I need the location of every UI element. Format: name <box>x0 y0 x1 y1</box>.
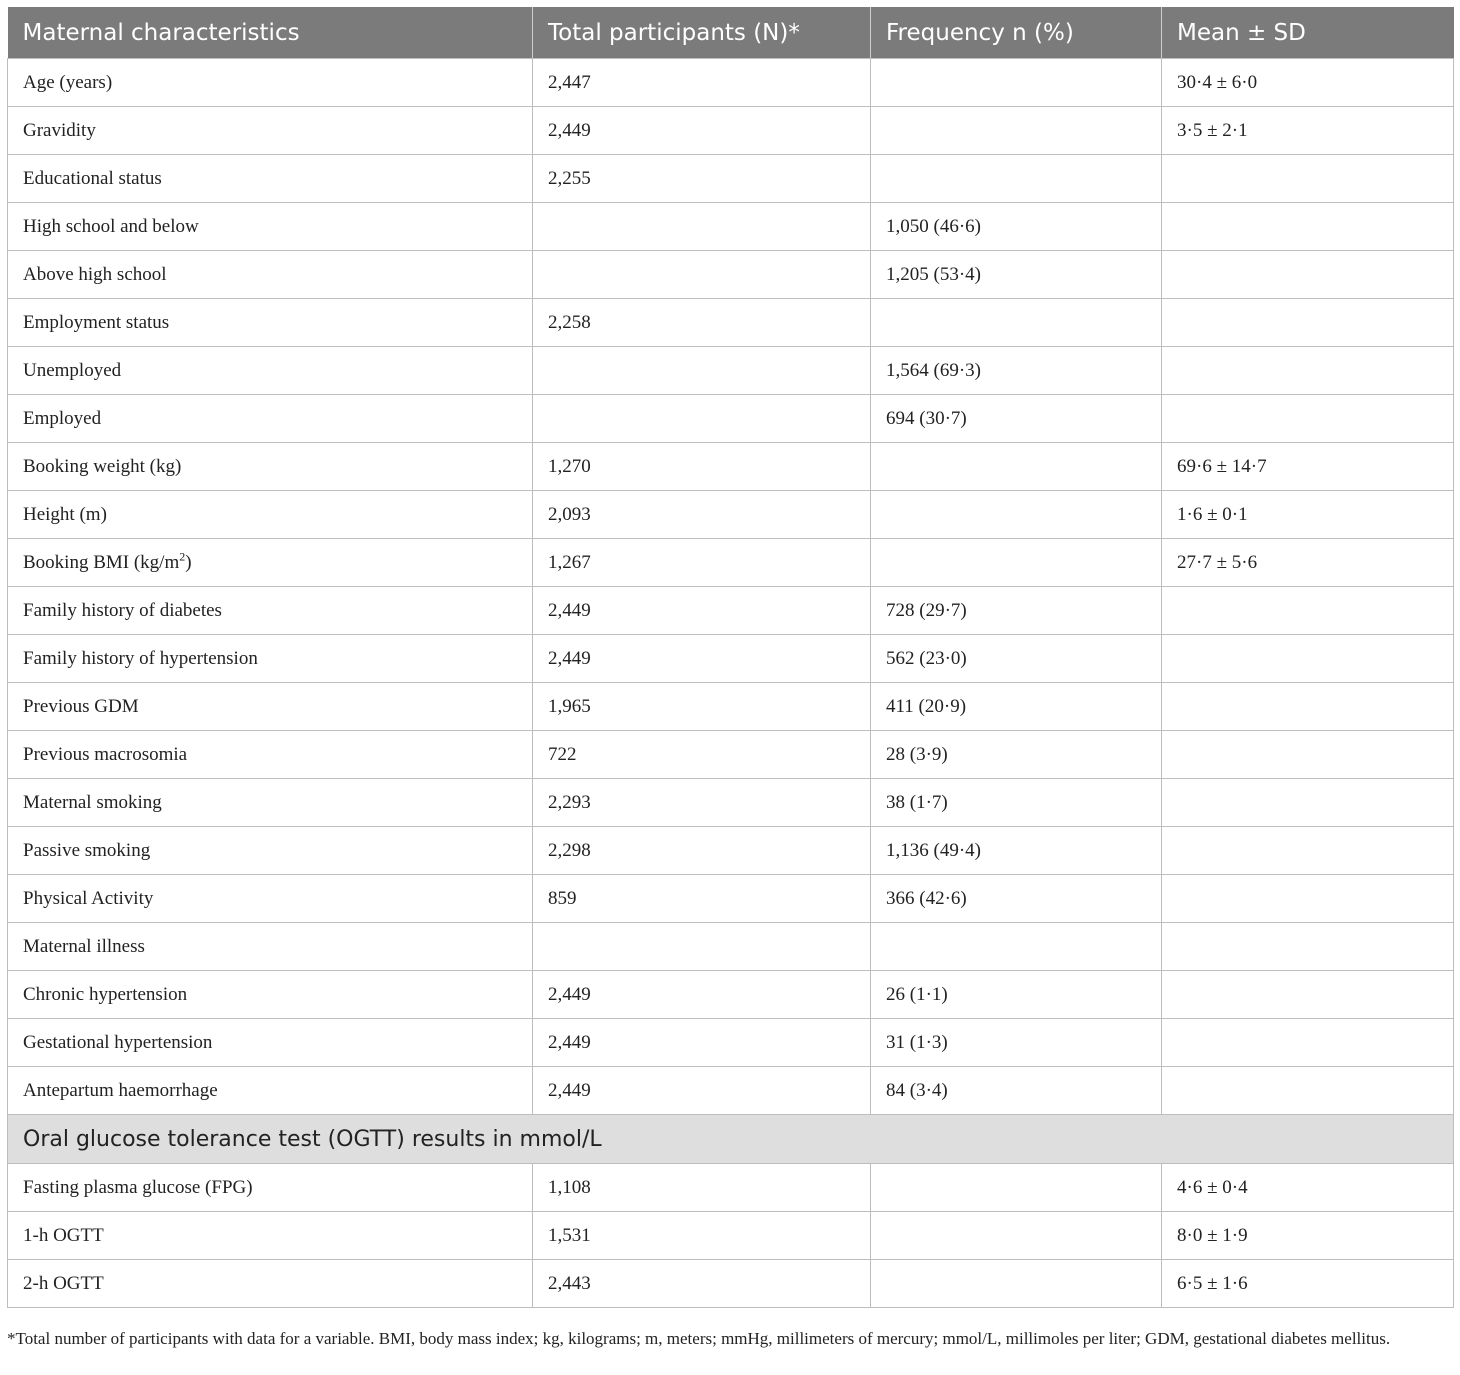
cell-mean-sd: 6·5 ± 1·6 <box>1162 1260 1454 1308</box>
cell-total: 1,270 <box>533 443 871 491</box>
table-row <box>8 155 1454 203</box>
table-row <box>8 923 1454 971</box>
cell-total <box>533 251 871 299</box>
table-row <box>8 59 1454 107</box>
table-header-row <box>8 7 1454 59</box>
cell-total: 2,449 <box>533 1019 871 1067</box>
cell-frequency: 728 (29·7) <box>871 587 1162 635</box>
cell-characteristic: Booking weight (kg) <box>8 443 533 491</box>
cell-total: 1,531 <box>533 1212 871 1260</box>
cell-characteristic: Family history of diabetes <box>8 587 533 635</box>
table-row <box>8 635 1454 683</box>
cell-mean-sd <box>1162 1019 1454 1067</box>
cell-total: 2,449 <box>533 1067 871 1115</box>
cell-characteristic: Previous GDM <box>8 683 533 731</box>
cell-mean-sd <box>1162 251 1454 299</box>
cell-mean-sd <box>1162 203 1454 251</box>
cell-frequency: 562 (23·0) <box>871 635 1162 683</box>
cell-characteristic: 2-h OGTT <box>8 1260 533 1308</box>
cell-characteristic: Height (m) <box>8 491 533 539</box>
bmi-superscript: 2 <box>179 549 186 564</box>
table-row <box>8 539 1454 587</box>
cell-frequency <box>871 443 1162 491</box>
cell-characteristic: Educational status <box>8 155 533 203</box>
ogtt-section-title: Oral glucose tolerance test (OGTT) results in mmol/L <box>8 1115 1454 1164</box>
table-row <box>8 1067 1454 1115</box>
cell-frequency: 1,205 (53·4) <box>871 251 1162 299</box>
characteristics-table-container <box>7 7 1453 1308</box>
cell-total <box>533 395 871 443</box>
cell-mean-sd: 27·7 ± 5·6 <box>1162 539 1454 587</box>
cell-characteristic <box>8 539 533 587</box>
cell-frequency <box>871 923 1162 971</box>
section-header-row <box>8 1115 1454 1164</box>
cell-mean-sd <box>1162 827 1454 875</box>
table-footnote: *Total number of participants with data for a variable. BMI, body mass index; kg, kilograms; m, meters; mmHg, millimeters of mercury; mmol/L, millimoles per liter; GDM, gestational diabetes mellitus. <box>7 1329 1391 1348</box>
cell-total: 1,965 <box>533 683 871 731</box>
table-row <box>8 875 1454 923</box>
cell-frequency: 38 (1·7) <box>871 779 1162 827</box>
cell-characteristic: Fasting plasma glucose (FPG) <box>8 1164 533 1212</box>
cell-mean-sd <box>1162 683 1454 731</box>
cell-mean-sd: 8·0 ± 1·9 <box>1162 1212 1454 1260</box>
cell-mean-sd: 4·6 ± 0·4 <box>1162 1164 1454 1212</box>
table-row <box>8 443 1454 491</box>
bmi-label: Booking BMI (kg/m <box>23 551 180 573</box>
cell-frequency: 1,050 (46·6) <box>871 203 1162 251</box>
cell-total: 2,449 <box>533 587 871 635</box>
cell-characteristic: Gravidity <box>8 107 533 155</box>
cell-mean-sd <box>1162 347 1454 395</box>
cell-characteristic: Chronic hypertension <box>8 971 533 1019</box>
cell-characteristic: Previous macrosomia <box>8 731 533 779</box>
cell-frequency: 84 (3·4) <box>871 1067 1162 1115</box>
cell-characteristic: Maternal smoking <box>8 779 533 827</box>
cell-frequency <box>871 299 1162 347</box>
cell-frequency <box>871 539 1162 587</box>
cell-mean-sd <box>1162 155 1454 203</box>
table-row <box>8 971 1454 1019</box>
cell-mean-sd <box>1162 395 1454 443</box>
cell-frequency <box>871 155 1162 203</box>
cell-total: 2,093 <box>533 491 871 539</box>
table-row <box>8 1164 1454 1212</box>
cell-characteristic: Employed <box>8 395 533 443</box>
cell-characteristic: Passive smoking <box>8 827 533 875</box>
cell-total <box>533 347 871 395</box>
cell-frequency <box>871 1212 1162 1260</box>
cell-frequency: 366 (42·6) <box>871 875 1162 923</box>
cell-frequency <box>871 491 1162 539</box>
cell-total <box>533 203 871 251</box>
table-row <box>8 779 1454 827</box>
cell-mean-sd: 69·6 ± 14·7 <box>1162 443 1454 491</box>
cell-mean-sd <box>1162 971 1454 1019</box>
cell-characteristic: Physical Activity <box>8 875 533 923</box>
header-frequency: Frequency n (%) <box>871 7 1162 59</box>
cell-mean-sd: 1·6 ± 0·1 <box>1162 491 1454 539</box>
cell-mean-sd <box>1162 875 1454 923</box>
cell-characteristic: Above high school <box>8 251 533 299</box>
header-mean-sd: Mean ± SD <box>1162 7 1454 59</box>
cell-total: 2,255 <box>533 155 871 203</box>
cell-characteristic: Family history of hypertension <box>8 635 533 683</box>
table-row <box>8 1260 1454 1308</box>
table-row <box>8 1212 1454 1260</box>
cell-mean-sd <box>1162 299 1454 347</box>
table-row <box>8 683 1454 731</box>
table-row <box>8 491 1454 539</box>
cell-mean-sd <box>1162 923 1454 971</box>
table-row <box>8 347 1454 395</box>
cell-characteristic: Unemployed <box>8 347 533 395</box>
table-row <box>8 203 1454 251</box>
table-row <box>8 587 1454 635</box>
cell-frequency <box>871 1260 1162 1308</box>
cell-total: 1,267 <box>533 539 871 587</box>
cell-frequency: 28 (3·9) <box>871 731 1162 779</box>
cell-total: 2,449 <box>533 971 871 1019</box>
table-row <box>8 1019 1454 1067</box>
cell-total <box>533 923 871 971</box>
cell-frequency: 1,564 (69·3) <box>871 347 1162 395</box>
bmi-suffix: ) <box>185 551 192 573</box>
cell-mean-sd <box>1162 1067 1454 1115</box>
table-row <box>8 251 1454 299</box>
cell-characteristic: High school and below <box>8 203 533 251</box>
header-total-participants: Total participants (N)* <box>533 7 871 59</box>
cell-frequency: 411 (20·9) <box>871 683 1162 731</box>
cell-mean-sd: 3·5 ± 2·1 <box>1162 107 1454 155</box>
cell-total: 1,108 <box>533 1164 871 1212</box>
cell-characteristic: Age (years) <box>8 59 533 107</box>
table-row <box>8 395 1454 443</box>
table-row <box>8 299 1454 347</box>
cell-total: 2,298 <box>533 827 871 875</box>
cell-mean-sd <box>1162 587 1454 635</box>
cell-frequency: 26 (1·1) <box>871 971 1162 1019</box>
cell-mean-sd: 30·4 ± 6·0 <box>1162 59 1454 107</box>
cell-characteristic: Maternal illness <box>8 923 533 971</box>
cell-characteristic: Gestational hypertension <box>8 1019 533 1067</box>
table-row <box>8 107 1454 155</box>
table-row <box>8 731 1454 779</box>
cell-characteristic: Employment status <box>8 299 533 347</box>
cell-frequency: 694 (30·7) <box>871 395 1162 443</box>
table-row <box>8 827 1454 875</box>
cell-total: 2,443 <box>533 1260 871 1308</box>
cell-total: 2,449 <box>533 107 871 155</box>
header-maternal-characteristics: Maternal characteristics <box>8 7 533 59</box>
maternal-characteristics-table <box>7 7 1454 1308</box>
cell-frequency <box>871 1164 1162 1212</box>
cell-mean-sd <box>1162 779 1454 827</box>
cell-frequency <box>871 107 1162 155</box>
cell-mean-sd <box>1162 635 1454 683</box>
cell-characteristic: Antepartum haemorrhage <box>8 1067 533 1115</box>
cell-frequency: 1,136 (49·4) <box>871 827 1162 875</box>
cell-mean-sd <box>1162 731 1454 779</box>
cell-total: 2,447 <box>533 59 871 107</box>
cell-total: 2,293 <box>533 779 871 827</box>
cell-total: 2,449 <box>533 635 871 683</box>
cell-total: 2,258 <box>533 299 871 347</box>
cell-characteristic: 1-h OGTT <box>8 1212 533 1260</box>
cell-frequency <box>871 59 1162 107</box>
cell-frequency: 31 (1·3) <box>871 1019 1162 1067</box>
cell-total: 722 <box>533 731 871 779</box>
cell-total: 859 <box>533 875 871 923</box>
